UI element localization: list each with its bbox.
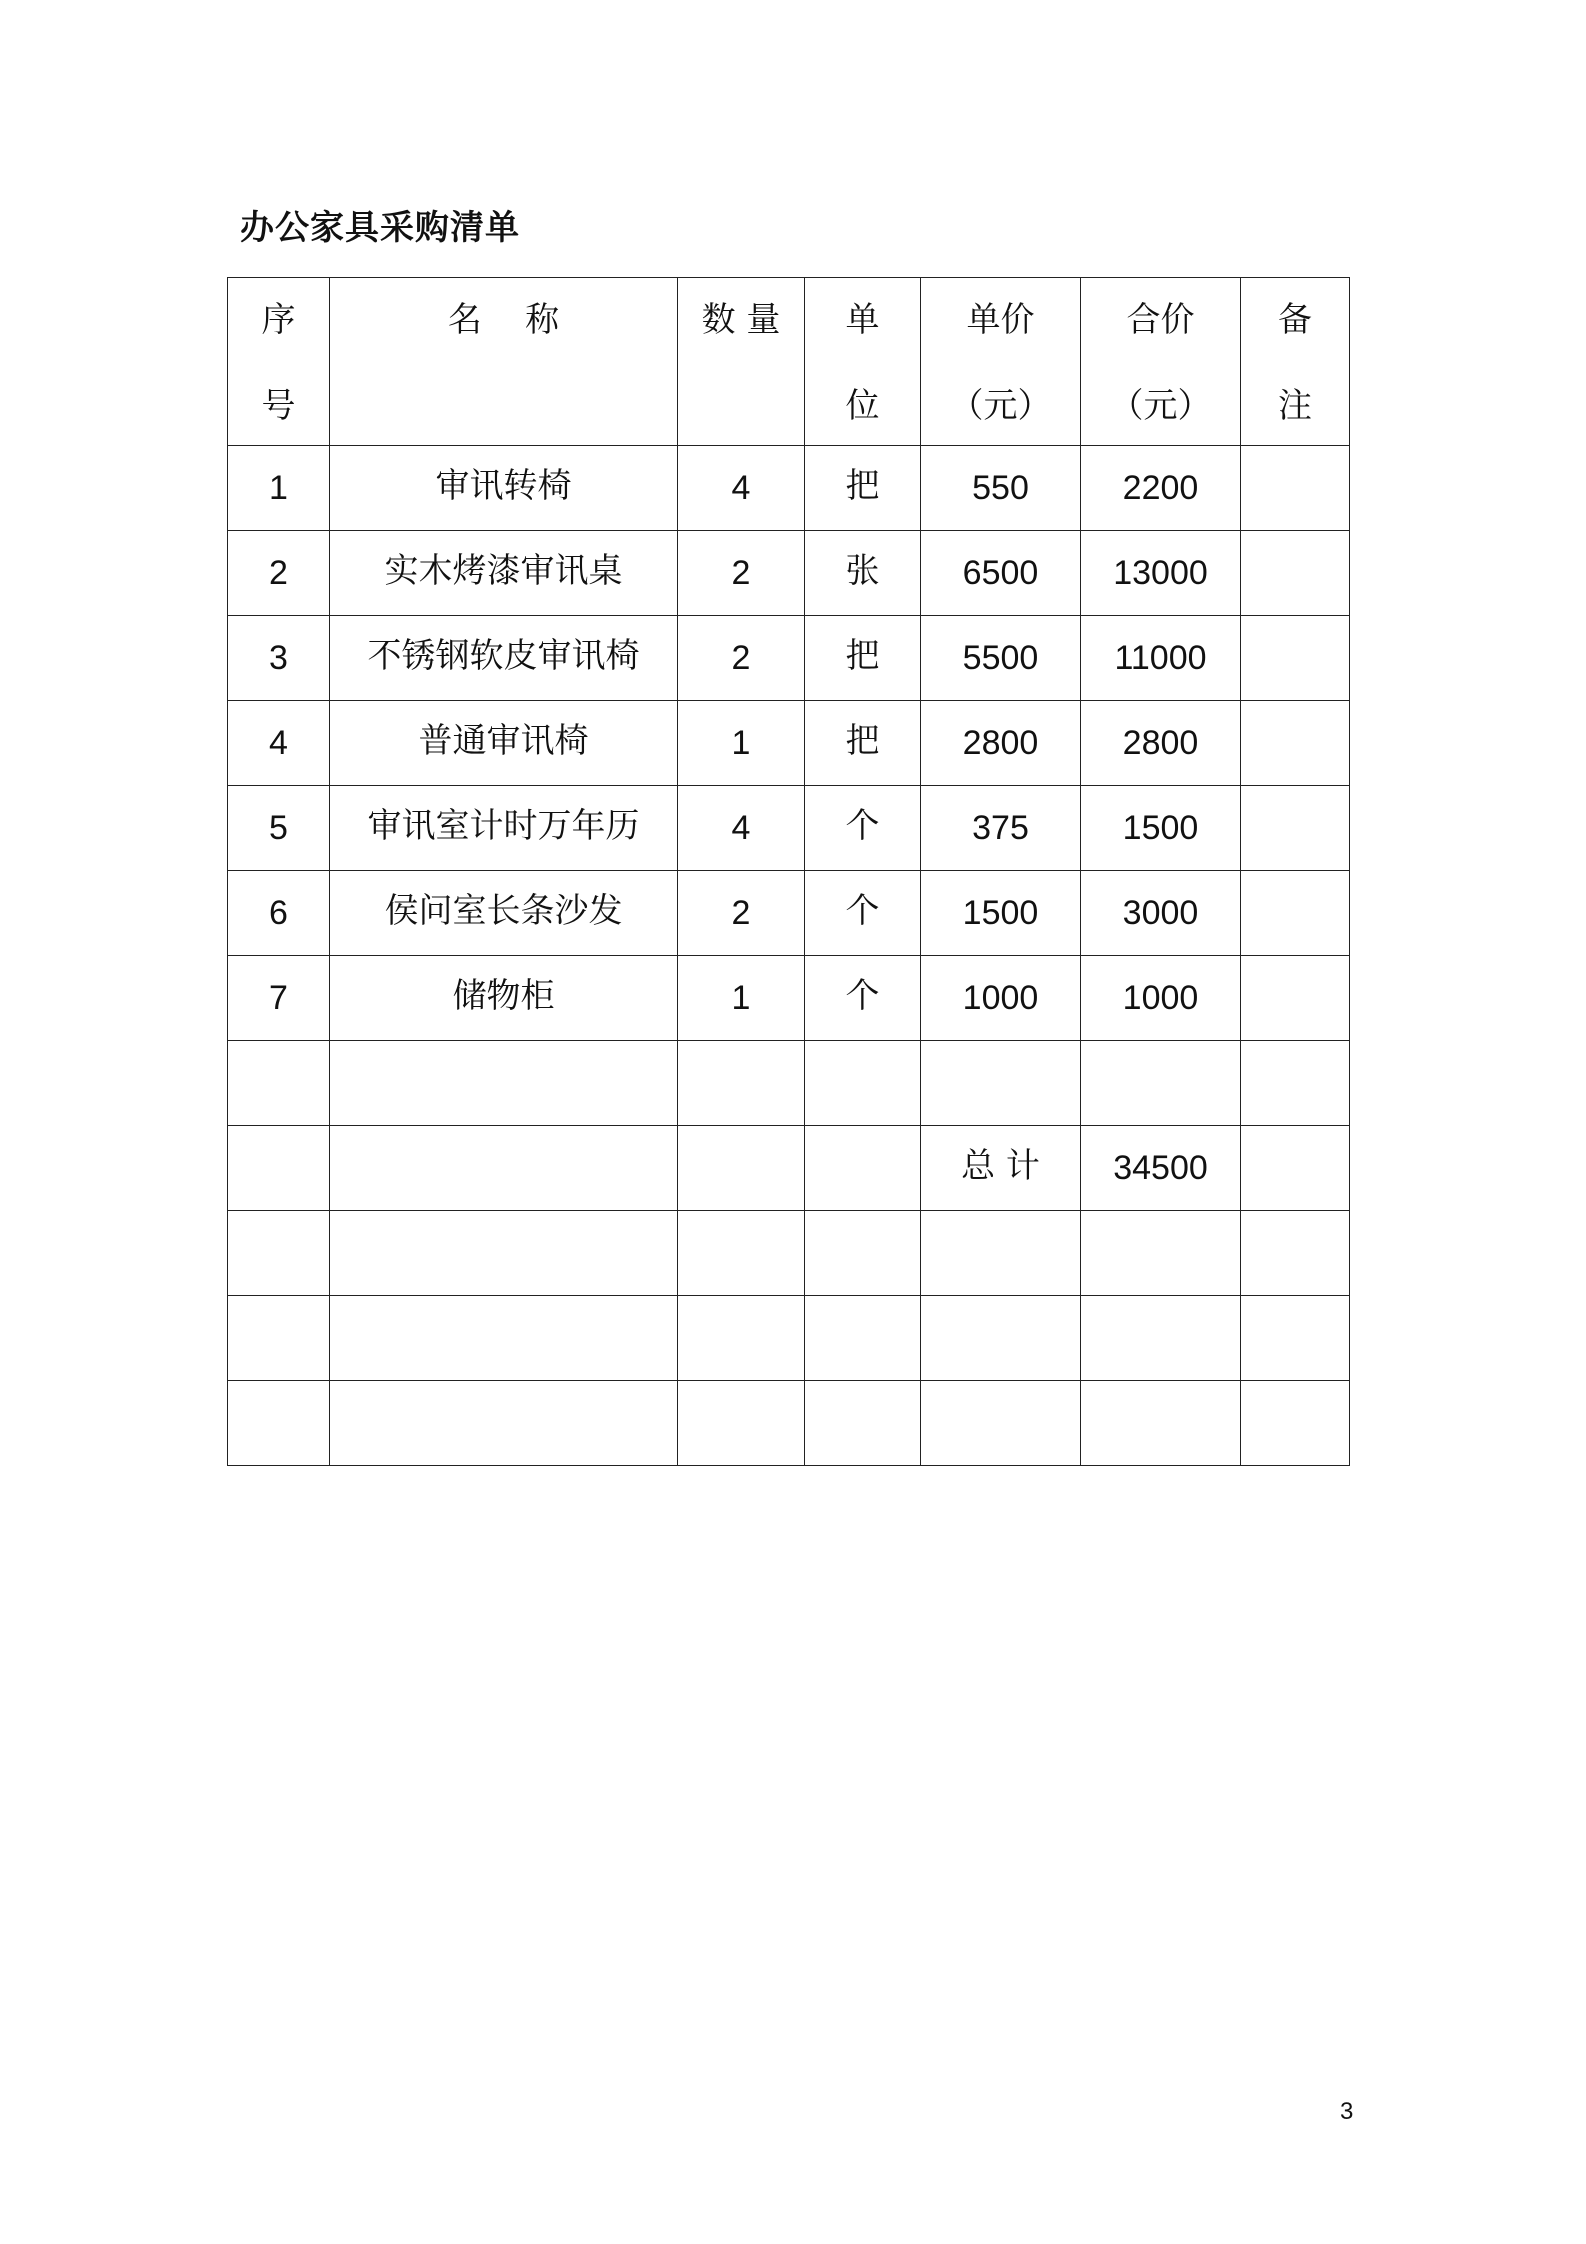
cell-remark [1241,1041,1350,1126]
cell-remark [1241,1126,1350,1211]
cell-remark [1241,956,1350,1041]
cell-seq [228,1041,330,1126]
cell-name [330,1381,678,1466]
table-row [228,1381,1350,1466]
cell-unit [805,1126,921,1211]
header-unit-price: 单价 （元） [921,278,1081,446]
table-row [228,1126,1350,1211]
cell-unit-price: 6500 [921,531,1081,616]
cell-unit-price: 总 计 [921,1126,1081,1211]
cell-remark [1241,531,1350,616]
cell-remark [1241,1381,1350,1466]
cell-unit-price: 2800 [921,701,1081,786]
table-row [228,956,1350,1041]
cell-name: 不锈钢软皮审讯椅 [330,616,678,701]
cell-unit-price: 5500 [921,616,1081,701]
cell-unit [805,1041,921,1126]
header-seq: 序 号 [228,278,330,446]
table-row [228,871,1350,956]
cell-unit-price: 550 [921,446,1081,531]
cell-unit: 把 [805,616,921,701]
header-remark: 备 注 [1241,278,1350,446]
table-row [228,786,1350,871]
cell-total-price [1081,1296,1241,1381]
cell-remark [1241,786,1350,871]
table-row [228,531,1350,616]
cell-seq [228,1296,330,1381]
page-number: 3 [1340,2098,1354,2125]
cell-total-price [1081,1211,1241,1296]
cell-unit: 个 [805,956,921,1041]
cell-seq: 4 [228,701,330,786]
cell-qty: 2 [678,616,805,701]
cell-total-price: 11000 [1081,616,1241,701]
table-row [228,701,1350,786]
cell-remark [1241,446,1350,531]
cell-qty [678,1211,805,1296]
cell-name [330,1211,678,1296]
cell-seq: 3 [228,616,330,701]
cell-seq [228,1381,330,1466]
cell-remark [1241,1296,1350,1381]
cell-unit [805,1296,921,1381]
cell-total-price: 3000 [1081,871,1241,956]
cell-seq: 6 [228,871,330,956]
table-row [228,446,1350,531]
cell-name: 审讯室计时万年历 [330,786,678,871]
cell-total-price: 13000 [1081,531,1241,616]
table-header-row [228,278,1350,446]
header-total-price: 合价 （元） [1081,278,1241,446]
cell-unit-price: 1000 [921,956,1081,1041]
cell-seq: 2 [228,531,330,616]
cell-qty: 4 [678,446,805,531]
cell-total-price: 1500 [1081,786,1241,871]
cell-unit-price [921,1041,1081,1126]
cell-qty: 2 [678,531,805,616]
cell-unit: 把 [805,701,921,786]
cell-unit-price: 375 [921,786,1081,871]
cell-unit-price: 1500 [921,871,1081,956]
cell-unit-price [921,1211,1081,1296]
cell-name [330,1126,678,1211]
cell-name: 储物柜 [330,956,678,1041]
cell-seq: 5 [228,786,330,871]
cell-unit: 把 [805,446,921,531]
cell-seq [228,1126,330,1211]
header-qty: 数 量 [678,278,805,446]
cell-qty [678,1296,805,1381]
cell-name: 侯问室长条沙发 [330,871,678,956]
cell-name: 实木烤漆审讯桌 [330,531,678,616]
cell-unit [805,1211,921,1296]
header-unit: 单 位 [805,278,921,446]
cell-name [330,1296,678,1381]
cell-name: 普通审讯椅 [330,701,678,786]
cell-seq: 1 [228,446,330,531]
table-row [228,1211,1350,1296]
cell-name [330,1041,678,1126]
cell-unit-price [921,1296,1081,1381]
cell-remark [1241,616,1350,701]
table-row [228,616,1350,701]
cell-remark [1241,1211,1350,1296]
cell-unit: 个 [805,871,921,956]
cell-qty [678,1381,805,1466]
cell-unit: 个 [805,786,921,871]
cell-remark [1241,871,1350,956]
cell-seq [228,1211,330,1296]
cell-total-price: 2800 [1081,701,1241,786]
cell-qty [678,1126,805,1211]
cell-name: 审讯转椅 [330,446,678,531]
cell-unit: 张 [805,531,921,616]
cell-total-price [1081,1041,1241,1126]
cell-qty [678,1041,805,1126]
cell-total-price [1081,1381,1241,1466]
cell-qty: 1 [678,701,805,786]
cell-qty: 1 [678,956,805,1041]
cell-total-price: 34500 [1081,1126,1241,1211]
cell-seq: 7 [228,956,330,1041]
table-row [228,1296,1350,1381]
cell-qty: 4 [678,786,805,871]
cell-total-price: 2200 [1081,446,1241,531]
table-row [228,1041,1350,1126]
cell-total-price: 1000 [1081,956,1241,1041]
cell-unit-price [921,1381,1081,1466]
cell-qty: 2 [678,871,805,956]
page-title: 办公家具采购清单 [240,208,520,248]
cell-remark [1241,701,1350,786]
purchase-table [227,277,1350,1466]
cell-unit [805,1381,921,1466]
header-name: 名 称 [330,278,678,446]
